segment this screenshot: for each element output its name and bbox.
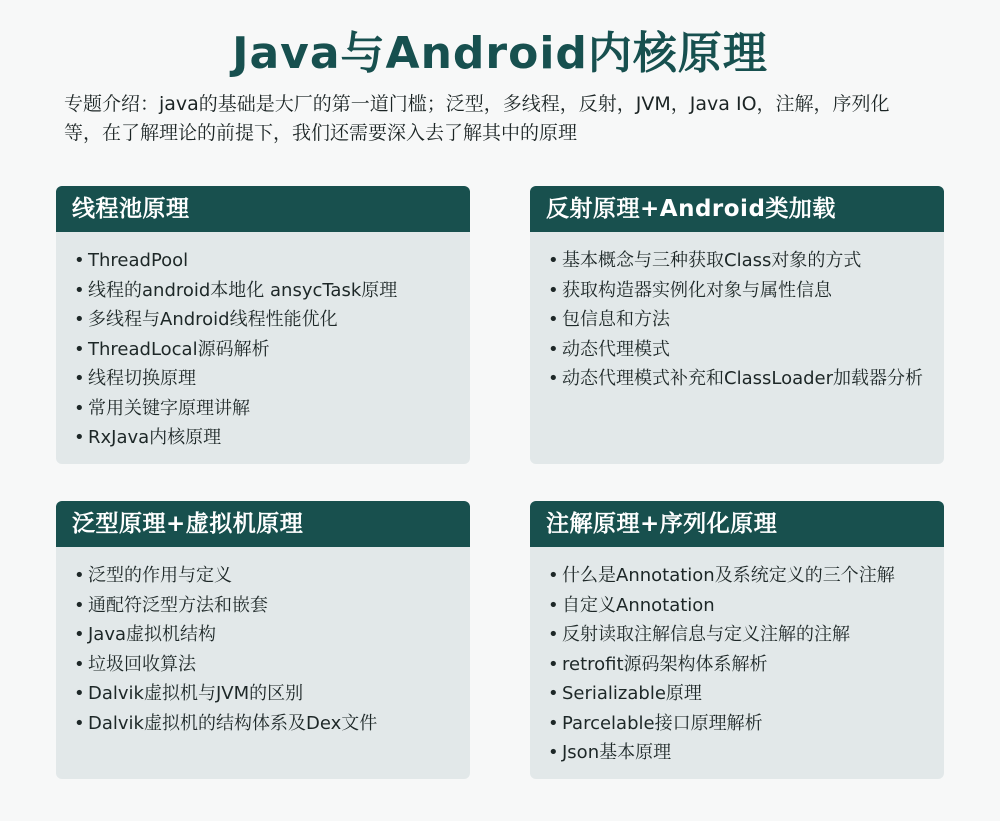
list-item-text: 自定义Annotation (562, 594, 715, 616)
list-item-text: Serializable原理 (562, 683, 702, 704)
list-item (74, 423, 456, 453)
bullet-icon: • (74, 653, 85, 675)
list-item-text: Java虚拟机结构 (88, 624, 217, 645)
list-item-text: 反射读取注解信息与定义注解的注解 (562, 624, 850, 645)
bullet-icon: • (74, 338, 85, 360)
list-item-text: 基本概念与三种获取Class对象的方式 (562, 250, 862, 271)
list-item (548, 246, 930, 276)
intro-text (64, 90, 944, 148)
bullet-icon: • (548, 653, 559, 675)
list-item (74, 650, 456, 680)
topic-list (56, 547, 470, 738)
list-item-text: 线程的android本地化 ansycTask原理 (88, 279, 398, 301)
list-item (74, 305, 456, 335)
card-header: 反射原理+Android类加载 (530, 186, 944, 232)
list-item-text: 垃圾回收算法 (88, 653, 196, 675)
list-item (74, 561, 456, 591)
list-item-text: Parcelable接口原理解析 (562, 712, 763, 734)
list-item (548, 335, 930, 365)
list-item-text: Dalvik虚拟机的结构体系及Dex文件 (88, 712, 378, 734)
list-item (548, 709, 930, 739)
list-item-text: 常用关键字原理讲解 (88, 397, 250, 419)
list-item (74, 246, 456, 276)
card-header: 线程池原理 (56, 186, 470, 232)
list-item-text: 线程切换原理 (88, 368, 196, 389)
list-item-text: Json基本原理 (562, 742, 672, 763)
list-item (74, 276, 456, 306)
bullet-icon: • (548, 712, 559, 734)
list-item-text: ThreadLocal源码解析 (88, 338, 270, 360)
list-item (74, 591, 456, 621)
card-generics-vm (56, 501, 470, 779)
bullet-icon: • (548, 338, 559, 360)
list-item-text: 获取构造器实例化对象与属性信息 (562, 279, 832, 301)
bullet-icon: • (74, 594, 85, 616)
intro-line-1: 专题介绍：java的基础是大厂的第一道门槛；泛型，多线程，反射，JVM，Java IO，注解，序列化 (64, 93, 890, 115)
list-item (548, 561, 930, 591)
card-annotation-serialization (530, 501, 944, 779)
list-item-text: ThreadPool (88, 250, 189, 271)
bullet-icon: • (74, 309, 85, 330)
topic-list (530, 232, 944, 394)
list-item (74, 364, 456, 394)
card-header: 注解原理+序列化原理 (530, 501, 944, 547)
bullet-icon: • (548, 594, 559, 616)
bullet-icon: • (74, 250, 85, 271)
list-item-text: 包信息和方法 (562, 309, 670, 330)
list-item-text: 泛型的作用与定义 (88, 565, 232, 586)
list-item (548, 364, 930, 394)
page-title: Java与Android内核原理 (232, 28, 768, 79)
list-item (74, 679, 456, 709)
list-item (548, 276, 930, 306)
list-item-text: 动态代理模式 (562, 338, 670, 360)
bullet-icon: • (74, 279, 85, 301)
bullet-icon: • (548, 683, 559, 704)
list-item (548, 738, 930, 768)
bullet-icon: • (74, 397, 85, 419)
topic-list (56, 232, 470, 453)
list-item-text: 动态代理模式补充和ClassLoader加载器分析 (562, 368, 924, 389)
bullet-icon: • (548, 742, 559, 763)
bullet-icon: • (548, 565, 559, 586)
bullet-icon: • (74, 712, 85, 734)
list-item-text: 通配符泛型方法和嵌套 (88, 594, 268, 616)
list-item-text: 什么是Annotation及系统定义的三个注解 (562, 565, 895, 586)
bullet-icon: • (74, 565, 85, 586)
card-thread-pool (56, 186, 470, 464)
bullet-icon: • (548, 279, 559, 301)
list-item-text: retrofit源码架构体系解析 (562, 653, 768, 675)
bullet-icon: • (74, 683, 85, 704)
list-item (548, 650, 930, 680)
list-item (74, 394, 456, 424)
bullet-icon: • (548, 309, 559, 330)
list-item (548, 591, 930, 621)
topic-list (530, 547, 944, 768)
bullet-icon: • (548, 368, 559, 389)
intro-line-2: 等，在了解理论的前提下，我们还需要深入去了解其中的原理 (64, 122, 578, 144)
list-item (548, 305, 930, 335)
card-header: 泛型原理+虚拟机原理 (56, 501, 470, 547)
bullet-icon: • (548, 250, 559, 271)
bullet-icon: • (74, 427, 85, 448)
list-item (548, 679, 930, 709)
card-reflection (530, 186, 944, 464)
list-item (74, 335, 456, 365)
bullet-icon: • (74, 624, 85, 645)
list-item-text: RxJava内核原理 (88, 427, 222, 448)
bullet-icon: • (548, 624, 559, 645)
list-item (74, 709, 456, 739)
list-item-text: 多线程与Android线程性能优化 (88, 309, 338, 330)
list-item (74, 620, 456, 650)
list-item (548, 620, 930, 650)
bullet-icon: • (74, 368, 85, 389)
list-item-text: Dalvik虚拟机与JVM的区别 (88, 683, 304, 704)
